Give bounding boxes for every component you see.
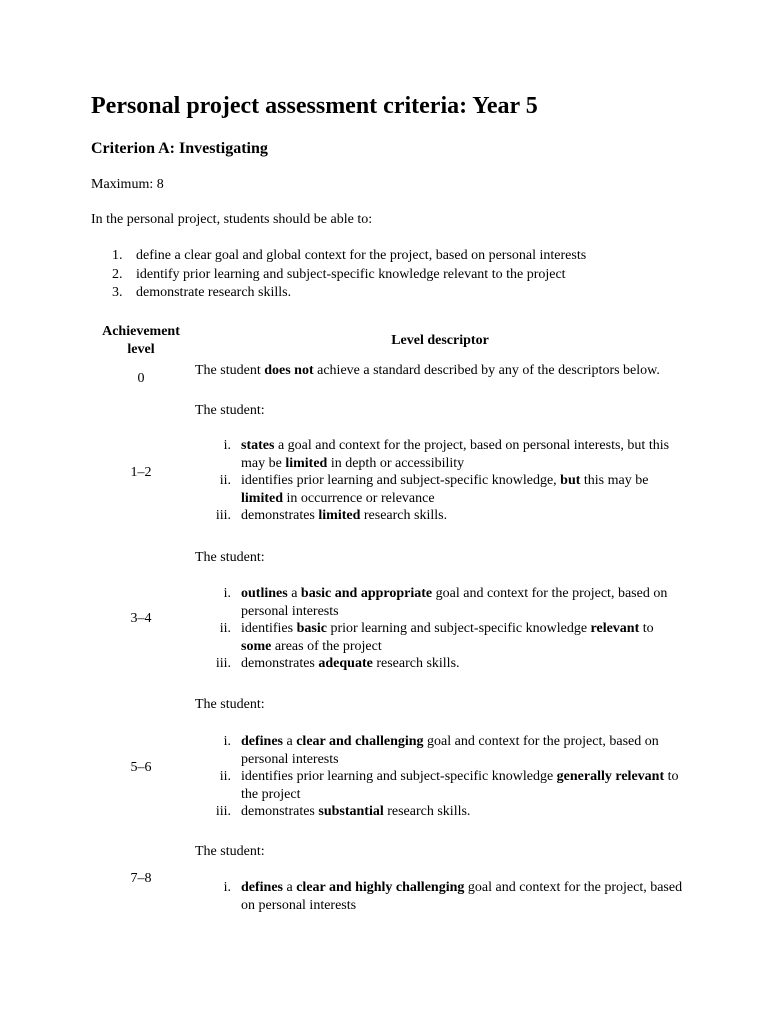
descriptor-text-bold: but: [560, 473, 581, 488]
descriptor-text-part: areas of the project: [271, 638, 382, 654]
roman-numeral: i.: [223, 734, 231, 749]
criterion-heading: Criterion A: Investigating: [91, 140, 268, 157]
descriptor-text-part: in depth or accessibility: [327, 455, 465, 471]
descriptor-text-part: research skills.: [383, 804, 471, 819]
student-lead: The student:: [195, 697, 265, 712]
descriptor-item-text: [241, 507, 685, 525]
level-label: 0: [137, 371, 145, 386]
roman-numeral: ii.: [219, 621, 231, 636]
objective-item: [112, 284, 586, 303]
student-lead: The student:: [195, 844, 265, 859]
objectives-list: [112, 247, 586, 303]
intro-text: In the personal project, students should be able to:: [91, 212, 373, 227]
descriptor-item: [195, 803, 685, 821]
objective-number: 1.: [112, 248, 123, 263]
maximum-score: Maximum: 8: [91, 177, 164, 192]
descriptor-item: [195, 768, 685, 803]
descriptor-text-bold: generally relevant: [556, 769, 665, 784]
student-lead: The student:: [195, 550, 265, 565]
student-lead: The student:: [195, 403, 265, 418]
descriptor-text-bold: states: [241, 438, 275, 453]
descriptor-item-text: [241, 733, 685, 768]
objective-text: identify prior learning and subject-specific knowledge relevant to the project: [136, 266, 566, 282]
descriptor-text-part: identifies prior learning and subject-specific knowledge: [241, 769, 557, 784]
roman-numeral: iii.: [215, 508, 231, 523]
roman-numeral: ii.: [219, 473, 231, 488]
descriptor-item: [195, 879, 685, 914]
descriptor-text-part: in occurrence or relevance: [283, 490, 435, 506]
descriptor-text-bold: clear and challenging: [296, 734, 424, 749]
descriptor-list: [195, 879, 685, 914]
descriptor-text-part: prior learning and subject-specific knowledge: [326, 621, 591, 636]
descriptor-text-part: a: [287, 586, 301, 601]
descriptor-text-bold: some: [241, 638, 272, 654]
descriptor-text-part: goal and context for the project, based on personal interests: [241, 586, 668, 619]
header-achievement-level: Achievement level: [102, 324, 180, 357]
descriptor-text-part: this may be: [580, 473, 649, 488]
objective-item: [112, 266, 586, 285]
descriptor-text-part: The student: [195, 363, 265, 378]
descriptor-text-bold: basic and appropriate: [300, 586, 433, 601]
level-label: 7–8: [130, 871, 152, 886]
descriptor-item: [195, 585, 685, 620]
descriptor-text-part: demonstrates: [241, 804, 319, 819]
objective-text: define a clear goal and global context for the project, based on personal interests: [136, 248, 587, 263]
roman-numeral: i.: [223, 586, 231, 601]
descriptor-text: [195, 362, 685, 380]
descriptor-text-part: a goal and context for the project, based on personal interests, but this may be: [241, 438, 670, 471]
descriptor-list: [195, 733, 685, 821]
level-label: 5–6: [130, 760, 152, 775]
descriptor-text-part: demonstrates: [241, 508, 319, 523]
descriptor-text-bold: relevant: [590, 621, 640, 636]
descriptor-text-part: demonstrates: [241, 656, 319, 671]
descriptor-item: [195, 437, 685, 472]
descriptor-text-bold: limited: [318, 508, 361, 523]
objective-number: 3.: [112, 285, 123, 300]
descriptor-text-bold: does not: [264, 363, 314, 378]
roman-numeral: iii.: [215, 804, 231, 819]
roman-numeral: iii.: [215, 656, 231, 671]
level-label: 3–4: [130, 611, 152, 626]
descriptor-text-part: a: [283, 734, 297, 749]
descriptor-text-part: to the project: [241, 769, 679, 802]
objective-item: [112, 247, 586, 266]
descriptor-item-text: [241, 655, 685, 673]
descriptor-text-bold: adequate: [318, 656, 373, 671]
descriptor-text-bold: basic: [296, 621, 327, 636]
descriptor-text-part: identifies: [241, 621, 297, 636]
descriptor-text-part: goal and context for the project, based on personal interests: [241, 734, 659, 767]
descriptor-text-part: achieve a standard described by any of the descriptors below.: [313, 363, 660, 378]
descriptor-text-part: to: [639, 621, 654, 636]
header-level-descriptor: Level descriptor: [391, 333, 489, 348]
descriptor-text-part: identifies prior learning and subject-specific knowledge,: [241, 473, 561, 488]
descriptor-item: [195, 472, 685, 507]
descriptor-item-text: [241, 472, 685, 507]
descriptor-text-bold: outlines: [241, 586, 288, 601]
descriptor-text-bold: clear and highly challenging: [296, 880, 465, 895]
level-descriptor-0: [195, 362, 685, 380]
descriptor-text-part: research skills.: [360, 508, 448, 523]
descriptor-text-bold: defines: [241, 880, 283, 895]
descriptor-item-text: [241, 437, 685, 472]
descriptor-list: [195, 437, 685, 525]
descriptor-item-text: [241, 585, 685, 620]
descriptor-text-part: a: [283, 880, 297, 895]
level-label: 1–2: [130, 465, 152, 480]
descriptor-text-bold: defines: [241, 734, 283, 749]
descriptor-item: [195, 620, 685, 655]
descriptor-text-bold: substantial: [318, 804, 384, 819]
objective-text: demonstrate research skills.: [136, 285, 292, 300]
descriptor-item-text: [241, 768, 685, 803]
descriptor-list: [195, 585, 685, 673]
descriptor-item: [195, 655, 685, 673]
descriptor-text-bold: limited: [285, 455, 328, 471]
descriptor-item-text: [241, 620, 685, 655]
descriptor-text-part: research skills.: [372, 656, 460, 671]
descriptor-item: [195, 507, 685, 525]
objective-number: 2.: [112, 266, 123, 282]
descriptor-item-text: [241, 879, 685, 914]
descriptor-text-part: goal and context for the project, based on personal interests: [241, 880, 683, 913]
descriptor-text-bold: limited: [241, 490, 283, 506]
descriptor-item-text: [241, 803, 685, 821]
page-title: Personal project assessment criteria: Year 5: [91, 93, 538, 119]
descriptor-item: [195, 733, 685, 768]
roman-numeral: i.: [223, 438, 231, 453]
roman-numeral: ii.: [219, 769, 231, 784]
roman-numeral: i.: [223, 880, 231, 895]
